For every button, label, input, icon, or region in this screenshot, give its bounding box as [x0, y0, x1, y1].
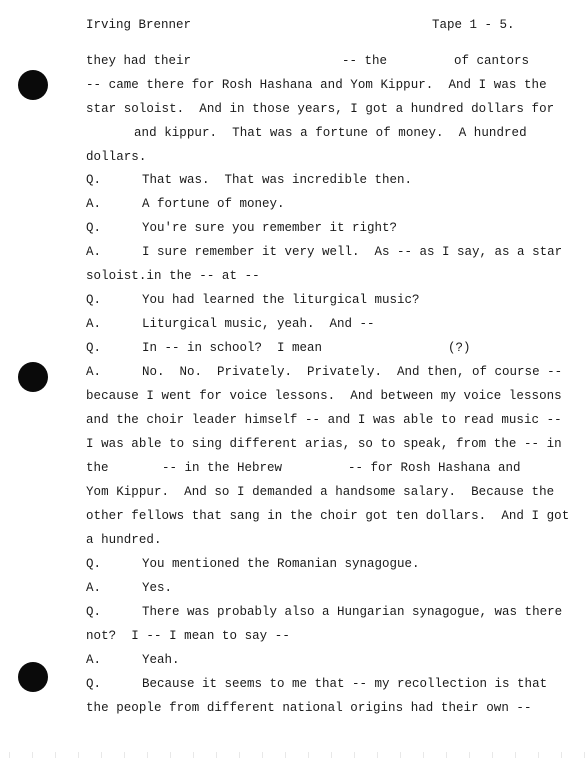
speaker-label: Q. [86, 341, 102, 355]
qa-line [0, 605, 586, 623]
transcript-line: the people from different national origins had their own -- [86, 701, 532, 715]
transcript-line: a hundred. [86, 533, 162, 547]
transcript-line: and kippur. That was a fortune of money. A hundred [134, 126, 527, 140]
qa-line [0, 557, 586, 575]
utterance: Liturgical music, yeah. And -- [142, 317, 375, 331]
transcript-line: Yom Kippur. And so I demanded a handsome salary. Because the [86, 485, 555, 499]
speaker-label: Q. [86, 557, 102, 571]
line-segment: of cantors [454, 54, 530, 68]
speaker-label: A. [86, 581, 102, 595]
line-segment: -- the [342, 54, 388, 68]
line-segment: the [86, 461, 109, 475]
qa-line [0, 581, 586, 599]
qa-line [0, 677, 586, 695]
utterance: A fortune of money. [142, 197, 285, 211]
line-segment: -- in the Hebrew [162, 461, 283, 475]
utterance: There was probably also a Hungarian synagogue, was there [142, 605, 563, 619]
utterance: Yeah. [142, 653, 180, 667]
speaker-label: Q. [86, 293, 102, 307]
utterance: Yes. [142, 581, 173, 595]
speaker-label: Q. [86, 221, 102, 235]
line-segment: -- for Rosh Hashana and [348, 461, 521, 475]
transcript-line: and the choir leader himself -- and I was able to read music -- [86, 413, 562, 427]
qa-line [0, 173, 586, 191]
transcript-line: I was able to sing different arias, so to speak, from the -- in [86, 437, 562, 451]
speaker-label: A. [86, 317, 102, 331]
transcript-line: because I went for voice lessons. And between my voice lessons [86, 389, 562, 403]
speaker-label: A. [86, 653, 102, 667]
utterance: Because it seems to me that -- my recollection is that [142, 677, 548, 691]
scan-artifact [0, 752, 586, 758]
speaker-label: A. [86, 245, 102, 259]
header-tape: Tape 1 - 5. [432, 18, 515, 32]
utterance: I sure remember it very well. As -- as I say, as a star [142, 245, 563, 259]
qa-line [0, 653, 586, 671]
speaker-label: Q. [86, 173, 102, 187]
qa-line [0, 221, 586, 239]
inaudible-mark: (?) [448, 341, 471, 355]
utterance: In -- in school? I mean [142, 341, 323, 355]
qa-line [0, 317, 586, 335]
transcript-line: star soloist. And in those years, I got a hundred dollars for [86, 102, 555, 116]
utterance: You're sure you remember it right? [142, 221, 398, 235]
transcript-line: -- came there for Rosh Hashana and Yom Kippur. And I was the [86, 78, 547, 92]
transcript-line: not? I -- I mean to say -- [86, 629, 290, 643]
utterance: You had learned the liturgical music? [142, 293, 420, 307]
speaker-label: A. [86, 197, 102, 211]
qa-line [0, 293, 586, 311]
transcript-line [0, 54, 586, 72]
line-segment: they had their [86, 54, 192, 68]
qa-line [0, 245, 586, 263]
binder-hole-top [18, 70, 48, 100]
speaker-label: A. [86, 365, 102, 379]
speaker-label: Q. [86, 677, 102, 691]
utterance: That was. That was incredible then. [142, 173, 413, 187]
qa-line [0, 197, 586, 215]
transcript-line: soloist.in the -- at -- [86, 269, 260, 283]
header-name: Irving Brenner [86, 18, 192, 32]
speaker-label: Q. [86, 605, 102, 619]
utterance: No. No. Privately. Privately. And then, of course -- [142, 365, 563, 379]
utterance: You mentioned the Romanian synagogue. [142, 557, 420, 571]
qa-line [0, 341, 586, 359]
qa-line [0, 365, 586, 383]
transcript-line: dollars. [86, 150, 147, 164]
transcript-line: other fellows that sang in the choir got ten dollars. And I got [86, 509, 570, 523]
transcript-line [0, 461, 586, 479]
